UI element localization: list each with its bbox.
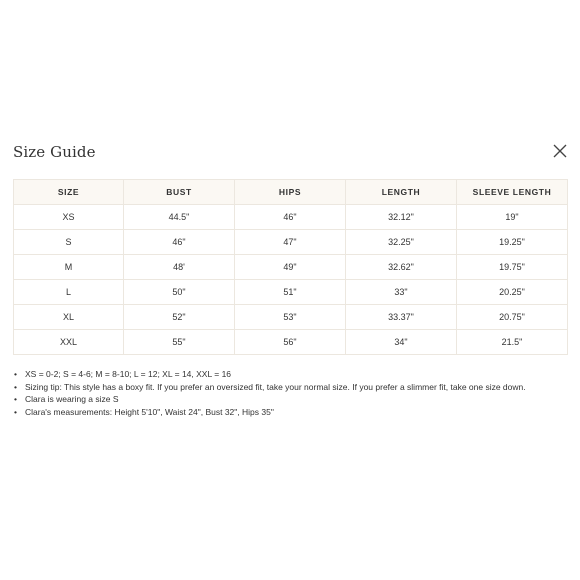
cell-size: S [14,230,124,255]
note-text: Clara is wearing a size S [25,394,119,404]
size-notes-list [13,368,575,418]
table-row [14,305,568,330]
header-hips: HIPS [235,180,346,205]
table-row [14,230,568,255]
cell-bust: 55" [124,330,235,355]
cell-length: 33" [346,280,457,305]
cell-size: L [14,280,124,305]
header-size: SIZE [14,180,124,205]
cell-length: 33.37" [346,305,457,330]
note-text: Clara's measurements: Height 5'10", Waist 24", Bust 32", Hips 35" [25,406,274,417]
cell-sleeve-length: 20.25" [457,280,568,305]
bullet-icon: • [14,394,17,404]
table-row [14,205,568,230]
cell-hips: 51" [235,280,346,305]
cell-sleeve-length: 20.75" [457,305,568,330]
cell-sleeve-length: 19.25" [457,230,568,255]
table-row [14,280,568,305]
cell-size: M [14,255,124,280]
cell-sleeve-length: 21.5" [457,330,568,355]
table-row [14,330,568,355]
list-item [14,368,575,381]
modal-title: Size Guide [13,143,96,161]
list-item [14,393,575,406]
cell-bust: 44.5" [124,205,235,230]
cell-sleeve-length: 19" [457,205,568,230]
size-table [13,179,568,355]
cell-hips: 49" [235,255,346,280]
cell-length: 32.12" [346,205,457,230]
cell-size: XL [14,305,124,330]
bullet-icon: • [14,369,17,379]
close-button[interactable] [552,143,568,159]
cell-bust: 52" [124,305,235,330]
header-bust: BUST [124,180,235,205]
header-sleeve-length: SLEEVE LENGTH [457,180,568,205]
cell-hips: 56" [235,330,346,355]
close-icon [552,143,568,159]
cell-length: 34" [346,330,457,355]
list-item [14,406,575,419]
note-text: XS = 0-2; S = 4-6; M = 8-10; L = 12; XL = 14, XXL = 16 [25,369,232,379]
cell-bust: 46" [124,230,235,255]
bullet-icon: • [14,406,17,417]
cell-size: XS [14,205,124,230]
cell-bust: 50" [124,280,235,305]
cell-hips: 53" [235,305,346,330]
bullet-icon: • [14,381,17,392]
cell-hips: 46" [235,205,346,230]
cell-length: 32.62" [346,255,457,280]
cell-size: XXL [14,330,124,355]
table-row [14,255,568,280]
cell-sleeve-length: 19.75" [457,255,568,280]
header-length: LENGTH [346,180,457,205]
note-text: Sizing tip: This style has a boxy fit. If you prefer an oversized fit, take your normal size. If you prefer a slimmer fit, take one size down. [25,381,526,392]
list-item [14,381,575,394]
cell-length: 32.25" [346,230,457,255]
table-header-row [14,180,568,205]
cell-hips: 47" [235,230,346,255]
cell-bust: 48' [124,255,235,280]
